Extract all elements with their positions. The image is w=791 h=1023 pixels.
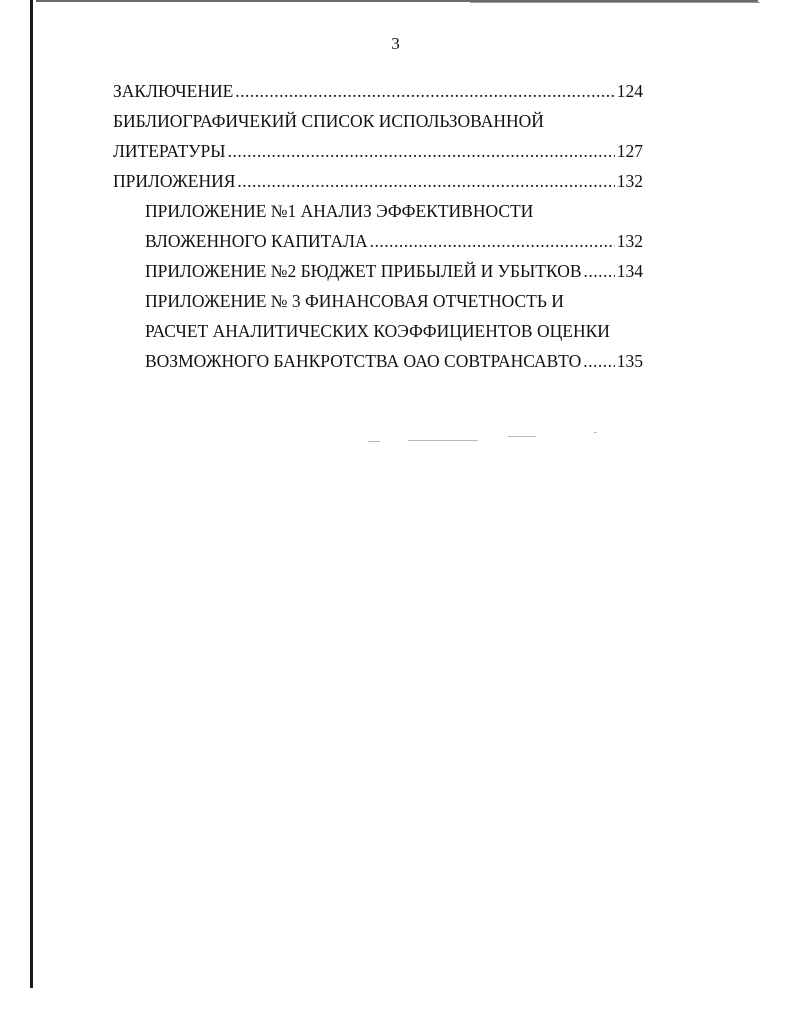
toc-entry-title: ЛИТЕРАТУРЫ bbox=[113, 141, 226, 161]
scan-speck bbox=[594, 432, 597, 433]
toc-leader-dots bbox=[584, 260, 615, 282]
toc-entry-appendix2[interactable] bbox=[145, 260, 643, 282]
scan-edge-left bbox=[30, 0, 33, 988]
toc-entry-page: 132 bbox=[616, 171, 643, 191]
toc-entry-title: ВОЗМОЖНОГО БАНКРОТСТВА ОАО СОВТРАНСАВТО bbox=[145, 351, 582, 371]
toc-entry-title: ПРИЛОЖЕНИЕ №2 БЮДЖЕТ ПРИБЫЛЕЙ И УБЫТКОВ bbox=[145, 261, 582, 281]
toc-entry-title: ВЛОЖЕННОГО КАПИТАЛА bbox=[145, 231, 368, 251]
scan-speck bbox=[408, 440, 478, 441]
toc-entry-page: 134 bbox=[616, 261, 643, 281]
toc-entry-conclusion[interactable] bbox=[113, 80, 643, 102]
toc-entry-appendix3[interactable] bbox=[145, 350, 643, 372]
scan-speck bbox=[368, 441, 380, 442]
toc-entry-appendices[interactable] bbox=[113, 170, 643, 192]
toc-entry-page: 135 bbox=[616, 351, 643, 371]
toc-leader-dots bbox=[235, 80, 614, 102]
toc-entry-appendix3-line2[interactable]: РАСЧЕТ АНАЛИТИЧЕСКИХ КОЭФФИЦИЕНТОВ ОЦЕНКИ bbox=[145, 321, 610, 341]
toc-entry-bibliography[interactable] bbox=[113, 140, 643, 162]
toc-entry-page: 124 bbox=[616, 81, 643, 101]
scan-speck bbox=[508, 436, 536, 437]
toc-entry-page: 127 bbox=[616, 141, 643, 161]
toc-entry-appendix1-line1[interactable]: ПРИЛОЖЕНИЕ №1 АНАЛИЗ ЭФФЕКТИВНОСТИ bbox=[145, 201, 534, 221]
toc-entry-title: ПРИЛОЖЕНИЯ bbox=[113, 171, 236, 191]
toc-entry-title: ЗАКЛЮЧЕНИЕ bbox=[113, 81, 234, 101]
toc-leader-dots bbox=[370, 230, 615, 252]
page-number: 3 bbox=[391, 34, 400, 53]
toc-leader-dots bbox=[237, 170, 614, 192]
toc-entry-appendix1[interactable] bbox=[145, 230, 643, 252]
toc-entry-page: 132 bbox=[616, 231, 643, 251]
toc-entry-appendix3-line1[interactable]: ПРИЛОЖЕНИЕ № 3 ФИНАНСОВАЯ ОТЧЕТНОСТЬ И bbox=[145, 291, 564, 311]
toc-leader-dots bbox=[228, 140, 615, 162]
scan-edge-top-secondary bbox=[470, 2, 760, 3]
toc-leader-dots bbox=[583, 350, 615, 372]
toc-entry-bibliography-line1[interactable]: БИБЛИОГРАФИЧЕКИЙ СПИСОК ИСПОЛЬЗОВАННОЙ bbox=[113, 111, 544, 131]
